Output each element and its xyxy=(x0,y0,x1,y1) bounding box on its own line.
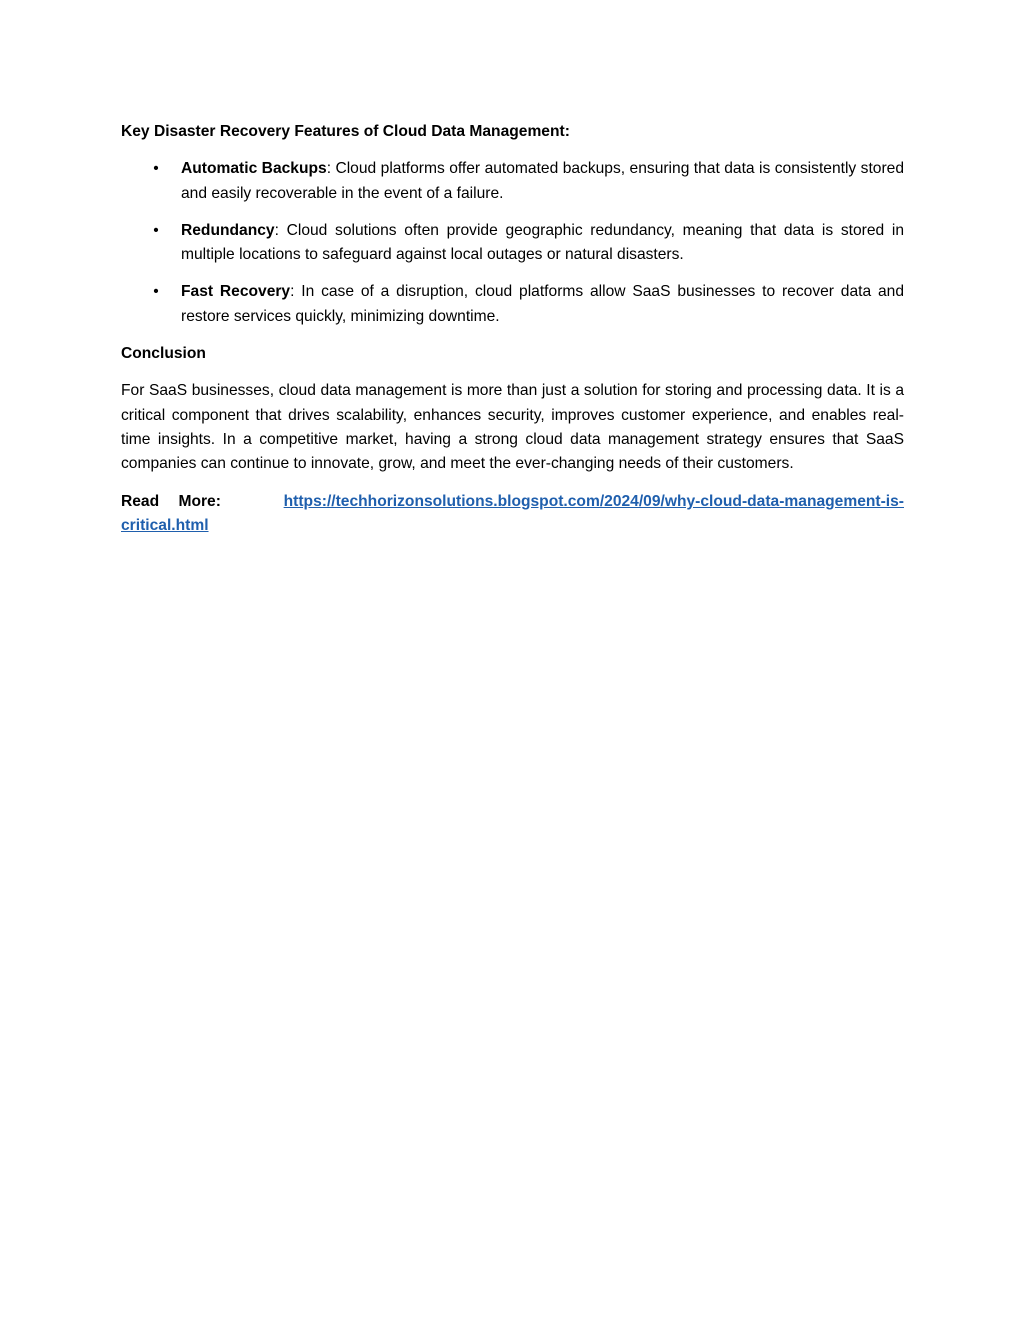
list-item-redundancy xyxy=(121,219,904,268)
bullet-icon: • xyxy=(153,221,159,239)
read-more xyxy=(121,490,904,539)
read-more-link-continuation[interactable]: critical.html xyxy=(121,516,209,534)
features-list xyxy=(121,157,904,329)
read-more-label: Read More: xyxy=(121,492,221,510)
bullet-icon: • xyxy=(153,283,159,301)
conclusion-heading: Conclusion xyxy=(121,345,206,363)
bullet-text: : Cloud platforms offer automated backups, ensuring that data is consistently stored and easily recoverable in the event of a failure. xyxy=(181,160,904,202)
bullet-text: : In case of a disruption, cloud platforms allow SaaS businesses to recover data and restore services quickly, minimizing downtime. xyxy=(181,283,904,325)
document-page xyxy=(121,120,904,538)
bullet-text: : Cloud solutions often provide geographic redundancy, meaning that data is stored in multiple locations to safeguard against local outages or natural disasters. xyxy=(181,221,904,264)
bullet-term: Fast Recovery xyxy=(181,283,291,301)
list-item-automatic-backups xyxy=(121,157,904,206)
list-item-fast-recovery xyxy=(121,280,904,329)
bullet-term: Redundancy xyxy=(181,221,275,239)
read-more-link[interactable]: https://techhorizonsolutions.blogspot.com/2024/09/why-cloud-data-management-is- xyxy=(283,492,904,510)
bullet-term: Automatic Backups xyxy=(181,160,327,178)
features-heading: Key Disaster Recovery Features of Cloud Data Management: xyxy=(121,123,570,140)
conclusion-paragraph: For SaaS businesses, cloud data management is more than just a solution for storing and processing data. It is a critical component that drives scalability, enhances security, improves customer experience, and enables real-time insights. In a competitive market, having a strong cloud data management strategy ensures that SaaS companies can continue to innovate, grow, and meet the ever-changing needs of their customers. xyxy=(121,382,904,473)
bullet-icon: • xyxy=(153,160,159,178)
